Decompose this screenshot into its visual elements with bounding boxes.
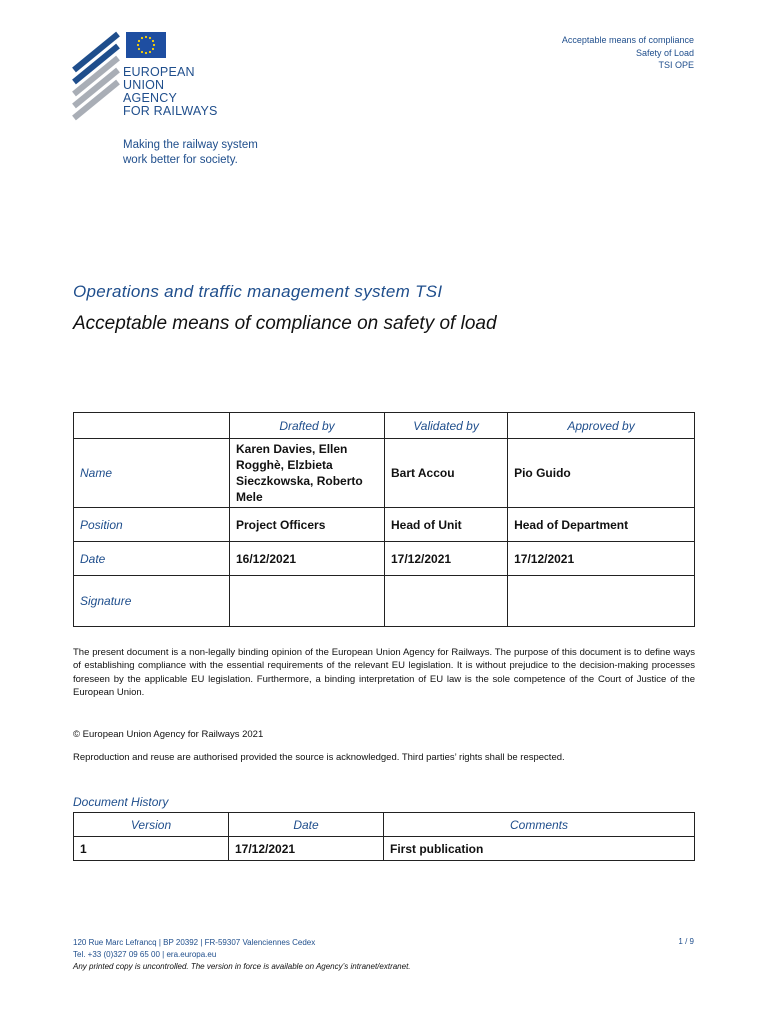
validated-signature xyxy=(385,576,508,627)
tagline-line: work better for society. xyxy=(123,154,238,166)
history-version: 1 xyxy=(74,837,229,861)
footer-note: Any printed copy is uncontrolled. The version in force is available on Agency’s intranet/extranet. xyxy=(73,962,411,971)
drafted-position: Project Officers xyxy=(230,508,385,542)
agency-line: EUROPEAN xyxy=(123,65,195,79)
table-row xyxy=(74,439,695,508)
approved-name: Pio Guido xyxy=(508,439,695,508)
header-approved: Approved by xyxy=(508,413,695,439)
copyright-text: © European Union Agency for Railways 2021 xyxy=(73,729,264,740)
footer-address: 120 Rue Marc Lefrancq | BP 20392 | FR-59307 Valenciennes Cedex xyxy=(73,938,316,947)
reproduction-text: Reproduction and reuse are authorised provided the source is acknowledged. Third parties’ rights shall be respected. xyxy=(73,752,565,763)
row-label-position: Position xyxy=(74,508,230,542)
eu-flag-icon xyxy=(126,32,166,58)
table-row xyxy=(74,542,695,576)
validated-name: Bart Accou xyxy=(385,439,508,508)
header-info-line: Safety of Load xyxy=(635,47,694,58)
page-number: 1 / 9 xyxy=(678,937,694,946)
header-validated: Validated by xyxy=(385,413,508,439)
agency-line: AGENCY xyxy=(123,91,177,105)
empty-header-cell xyxy=(74,413,230,439)
drafted-name: Karen Davies, Ellen Rogghè, Elzbieta Sieczkowska, Roberto Mele xyxy=(230,439,385,508)
header-info-line: Acceptable means of compliance xyxy=(561,35,694,45)
footer-contact: Tel. +33 (0)327 09 65 00 | era.europa.eu xyxy=(73,950,217,959)
row-label-signature: Signature xyxy=(74,576,230,627)
header-drafted: Drafted by xyxy=(230,413,385,439)
page-footer xyxy=(73,937,411,973)
table-header-row xyxy=(74,813,695,837)
approved-date: 17/12/2021 xyxy=(508,542,695,576)
table-row xyxy=(74,508,695,542)
history-title: Document History xyxy=(73,795,169,809)
header-info-line: TSI OPE xyxy=(658,60,694,70)
drafted-signature xyxy=(230,576,385,627)
history-comment: First publication xyxy=(384,837,695,861)
row-label-name: Name xyxy=(74,439,230,508)
agency-name xyxy=(123,66,218,118)
history-table xyxy=(73,812,695,861)
disclaimer-paragraph: The present document is a non-legally binding opinion of the European Union Agency for Railways. The purpose of this document is to define ways of establishing compliance with the essential requirements of the relevant EU legislation. It is without prejudice to the decision-making processes foreseen by the applicable EU legislation. Furthermore, a binding interpretation of EU law is the sole competence of the Court of Justice of the European Union. xyxy=(73,647,695,699)
row-label-date: Date xyxy=(74,542,230,576)
history-date: 17/12/2021 xyxy=(229,837,384,861)
document-header-info xyxy=(562,34,694,72)
agency-line: UNION xyxy=(123,78,165,92)
header-date: Date xyxy=(229,813,384,837)
validated-date: 17/12/2021 xyxy=(385,542,508,576)
approved-position: Head of Department xyxy=(508,508,695,542)
drafted-date: 16/12/2021 xyxy=(230,542,385,576)
agency-logo-stripes-icon xyxy=(70,30,124,122)
agency-line: FOR RAILWAYS xyxy=(123,104,218,118)
tagline-line: Making the railway system xyxy=(123,139,258,151)
document-title: Acceptable means of compliance on safety of load xyxy=(73,313,497,334)
table-row xyxy=(74,576,695,627)
document-subtitle: Operations and traffic management system TSI xyxy=(73,282,443,301)
table-header-row xyxy=(74,413,695,439)
approved-signature xyxy=(508,576,695,627)
validated-position: Head of Unit xyxy=(385,508,508,542)
header-version: Version xyxy=(74,813,229,837)
approval-table xyxy=(73,412,695,627)
tagline xyxy=(123,138,258,168)
table-row xyxy=(74,837,695,861)
header-comments: Comments xyxy=(384,813,695,837)
